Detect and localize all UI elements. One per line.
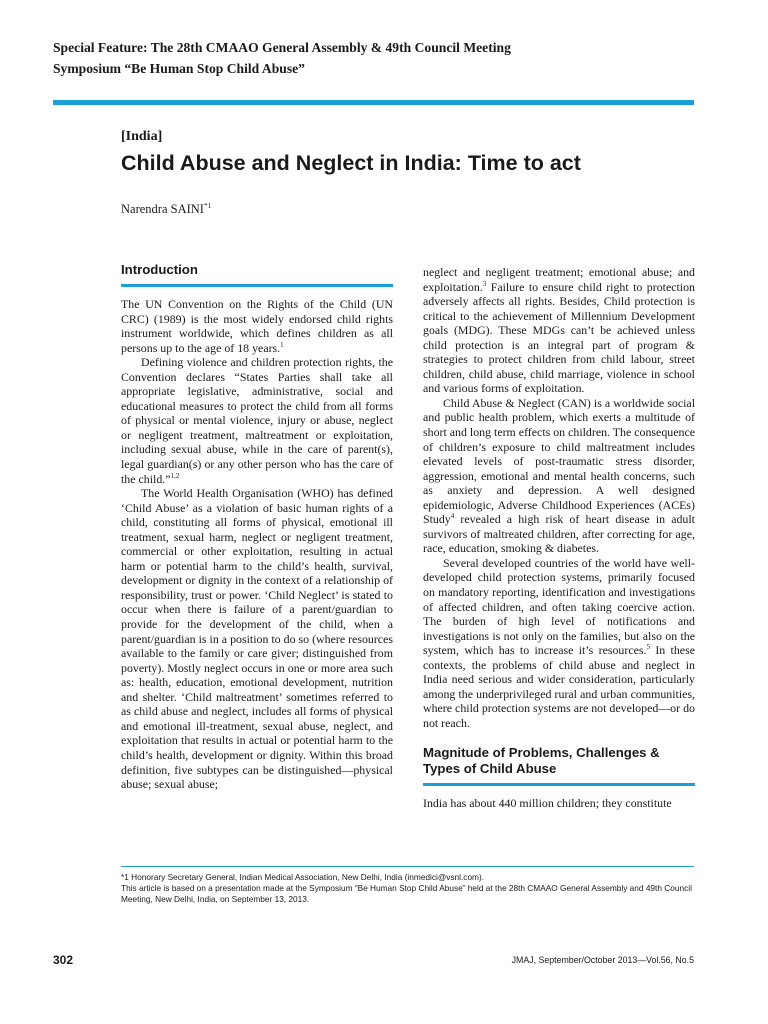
author-affiliation-mark: *1: [203, 201, 212, 210]
citation-ref: 1,2: [170, 471, 180, 480]
header-symposium-line: Symposium “Be Human Stop Child Abuse”: [53, 61, 305, 76]
section-rule: [121, 284, 393, 287]
country-tag: [India]: [121, 129, 163, 144]
section-rule: [423, 783, 695, 786]
footnote-affiliation: *1 Honorary Secretary General, Indian Medical Association, New Delhi, India (inmedici@vsnl.com).: [121, 872, 485, 882]
author-line: [121, 201, 211, 217]
left-column: [121, 262, 393, 792]
paragraph-text: Several developed countries of the world have well-developed child protection systems, primarily focused on mandatory reporting, identification and investigations of affected children, and often taking coercive action. The burden of high level of notifications and investigations is not only on the families, but also on the system, which has to increase it’s resources.: [423, 555, 695, 658]
header-feature-line: Special Feature: The 28th CMAAO General Assembly & 49th Council Meeting: [53, 40, 511, 55]
paragraph: [423, 396, 695, 556]
right-column: [423, 265, 695, 810]
footnote-presentation: This article is based on a presentation made at the Symposium “Be Human Stop Child Abuse” held at the 28th CMAAO General Assembly and 49th Council Meeting, New Delhi, India, on September 13, 2013.: [121, 883, 692, 905]
citation-ref: 5: [646, 643, 650, 652]
citation-ref: 4: [450, 512, 455, 521]
paragraph: [121, 297, 393, 355]
paragraph: [423, 556, 695, 731]
page-number: 302: [53, 953, 74, 967]
paragraph-text: In these contexts, the problems of child abuse and neglect in India need serious and wider consideration, particularly among the underprivileged rural and urban communities, where child protection systems are not developed—or do not reach.: [423, 643, 695, 730]
paragraph-text: neglect and negligent treatment; emotional abuse; and exploitation.: [423, 265, 695, 294]
journal-citation: JMAJ, September/October 2013—Vol.56, No.5: [511, 955, 694, 965]
footnote-rule: [121, 866, 694, 867]
section-heading-magnitude: Magnitude of Problems, Challenges & Types of Child Abuse: [423, 744, 660, 776]
paragraph: [423, 265, 695, 396]
article-title: Child Abuse and Neglect in India: Time to act: [121, 151, 581, 175]
header-rule: [53, 100, 694, 105]
paragraph-text: The UN Convention on the Rights of the Child (UN CRC) (1989) is the most widely endorsed child rights instrument worldwide, which defines children as all persons up to the age of 18 years.: [121, 297, 393, 355]
paragraph: The World Health Organisation (WHO) has defined ‘Child Abuse’ as a violation of basic human rights of a child, constituting all forms of physical, emotional ill treatment, sexual harm, neglect or negligent treatment, commercial or other exploitation, resulting in actual harm or potential harm to the child’s health, survival, development or dignity in the context of a relationship of responsibility, trust or power. ‘Child Neglect’ is stated to occur when there is failure of a parent/guardian to provide for the development of the child, when a parent/guardian is in a position to do so (where resources available to the family or care giver; distinguished from poverty). Mostly neglect occurs in one or more area such as: health, education, emotional development, nutrition and shelter. ‘Child maltreatment’ sometimes referred to as child abuse and neglect, includes all forms of physical and emotional ill-treatment, sexual abuse, neglect, and exploitation that results in actual or potential harm to the child’s health, development or dignity. Within this broad definition, five subtypes can be distinguished—physical abuse; sexual abuse;: [121, 486, 393, 792]
section-heading-introduction: Introduction: [121, 262, 198, 277]
paragraph-text: Child Abuse & Neglect (CAN) is a worldwide social and public health problem, which exerts a multitude of short and long term effects on children. The consequence of children’s exposure to child maltreatment includes elevated levels of post-traumatic stress disorder, aggression, emotional and mental health concerns, such as anxiety and depression. A well designed epidemiologic, Adverse Childhood Experiences (ACEs) Study: [423, 395, 695, 527]
paragraph-text: revealed a high risk of heart disease in adult survivors of maltreated children, after correcting for age, race, education, smoking & diabetes.: [423, 512, 695, 556]
footnotes: [121, 872, 696, 906]
author-name: Narendra SAINI: [121, 202, 204, 217]
paragraph: [121, 355, 393, 486]
paragraph: India has about 440 million children; they constitute: [423, 795, 672, 810]
paragraph-text: Failure to ensure child right to protection adversely affects all rights. Besides, Child protection is critical to the achievement of Millennium Development goals (MDG). These MDGs can’t be achieved unless child protection is an integral part of program & strategies to protect children from child labour, street children, child abuse, child marriage, violence in school and various forms of exploitation.: [423, 279, 695, 396]
citation-ref: 3: [482, 279, 487, 288]
citation-ref: 1: [280, 340, 284, 349]
paragraph-text: Defining violence and children protection rights, the Convention declares “States Parties shall take all appropriate legislative, administrative, social and educational measures to protect the child from all forms of physical or mental violence, injury or abuse, neglect or negligent treatment, maltreatment or exploitation, including sexual abuse, while in the care of parent(s), legal guardian(s) or any other person who has the care of the child.”: [121, 355, 393, 486]
running-header: [53, 37, 703, 79]
